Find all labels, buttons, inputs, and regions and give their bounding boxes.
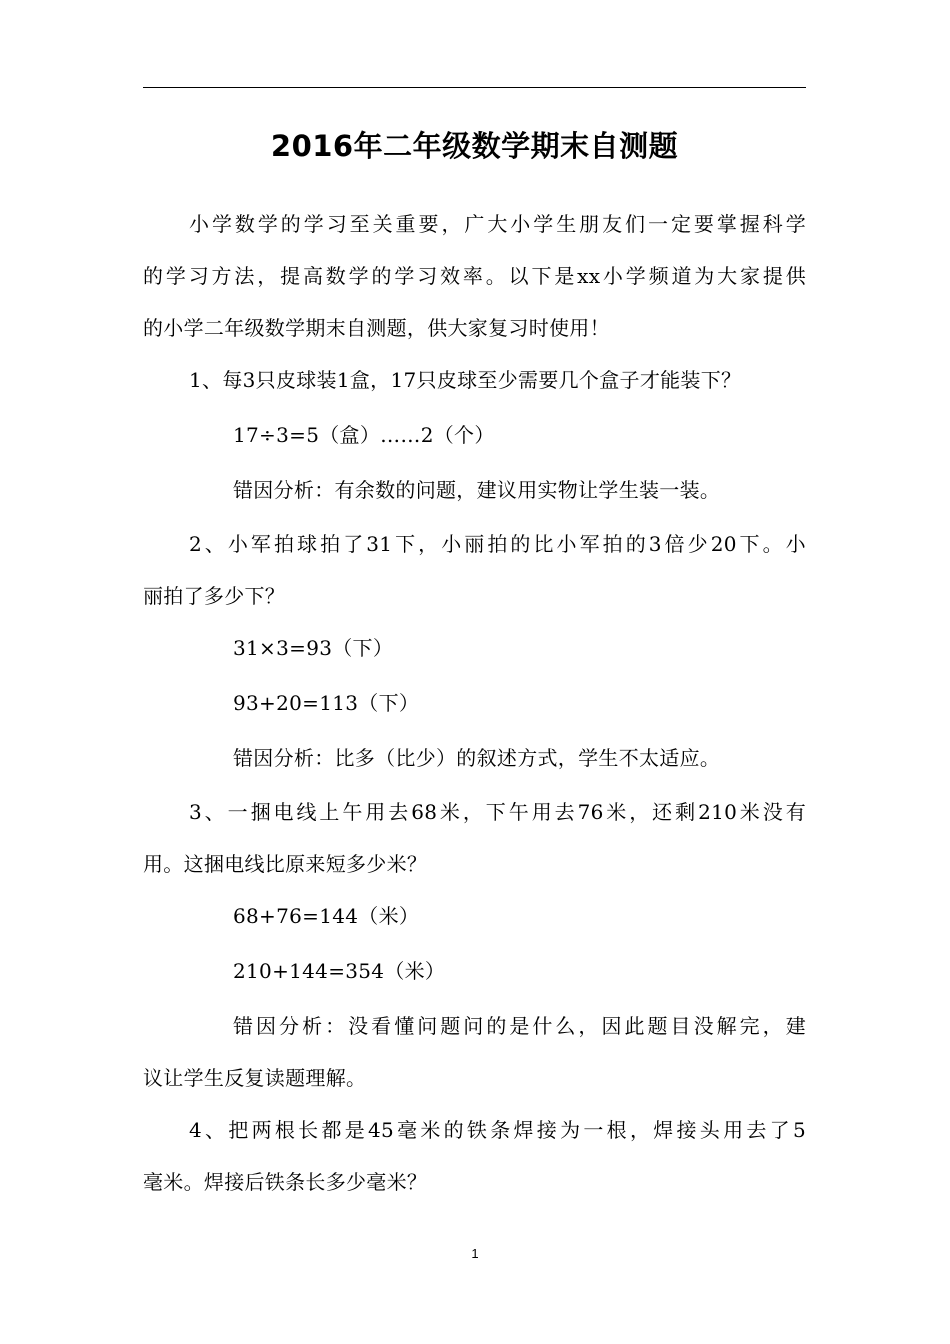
q1-analysis: 错因分析：有余数的问题，建议用实物让学生装一装。 [233, 478, 721, 502]
q2-analysis: 错因分析：比多（比少）的叙述方式，学生不太适应。 [233, 746, 721, 770]
q4-question-line-1: 4、把两根长都是45毫米的铁条焊接为一根，焊接头用去了5 [189, 1118, 806, 1142]
q3-question-line-1: 3、一捆电线上午用去68米，下午用去76米，还剩210米没有 [189, 800, 806, 824]
q3-analysis-line-1: 错因分析：没看懂问题问的是什么，因此题目没解完，建 [233, 1014, 806, 1038]
intro-line-3: 的小学二年级数学期末自测题，供大家复习时使用！ [143, 316, 610, 340]
q2-answer-2: 93+20=113（下） [233, 691, 420, 715]
intro-line-2: 的学习方法，提高数学的学习效率。以下是xx小学频道为大家提供 [143, 264, 806, 288]
q4-question-line-2: 毫米。焊接后铁条长多少毫米？ [143, 1170, 428, 1194]
header-rule [143, 87, 806, 88]
document-title: 2016年二年级数学期末自测题 [270, 129, 679, 163]
page-number: 1 [471, 1246, 479, 1261]
q2-question-line-1: 2、小军拍球拍了31下，小丽拍的比小军拍的3倍少20下。小 [189, 532, 806, 556]
q3-answer-1: 68+76=144（米） [233, 904, 420, 928]
q2-question-line-2: 丽拍了多少下？ [143, 584, 286, 608]
q1-question: 1、每3只皮球装1盒，17只皮球至少需要几个盒子才能装下？ [189, 368, 742, 392]
q2-answer-1: 31×3=93（下） [233, 636, 394, 660]
intro-line-1: 小学数学的学习至关重要，广大小学生朋友们一定要掌握科学 [189, 212, 806, 236]
q3-analysis-line-2: 议让学生反复读题理解。 [143, 1066, 367, 1090]
q1-answer: 17÷3=5（盒）……2（个） [233, 423, 495, 447]
q3-answer-2: 210+144=354（米） [233, 959, 446, 983]
q3-question-line-2: 用。这捆电线比原来短多少米？ [143, 852, 428, 876]
